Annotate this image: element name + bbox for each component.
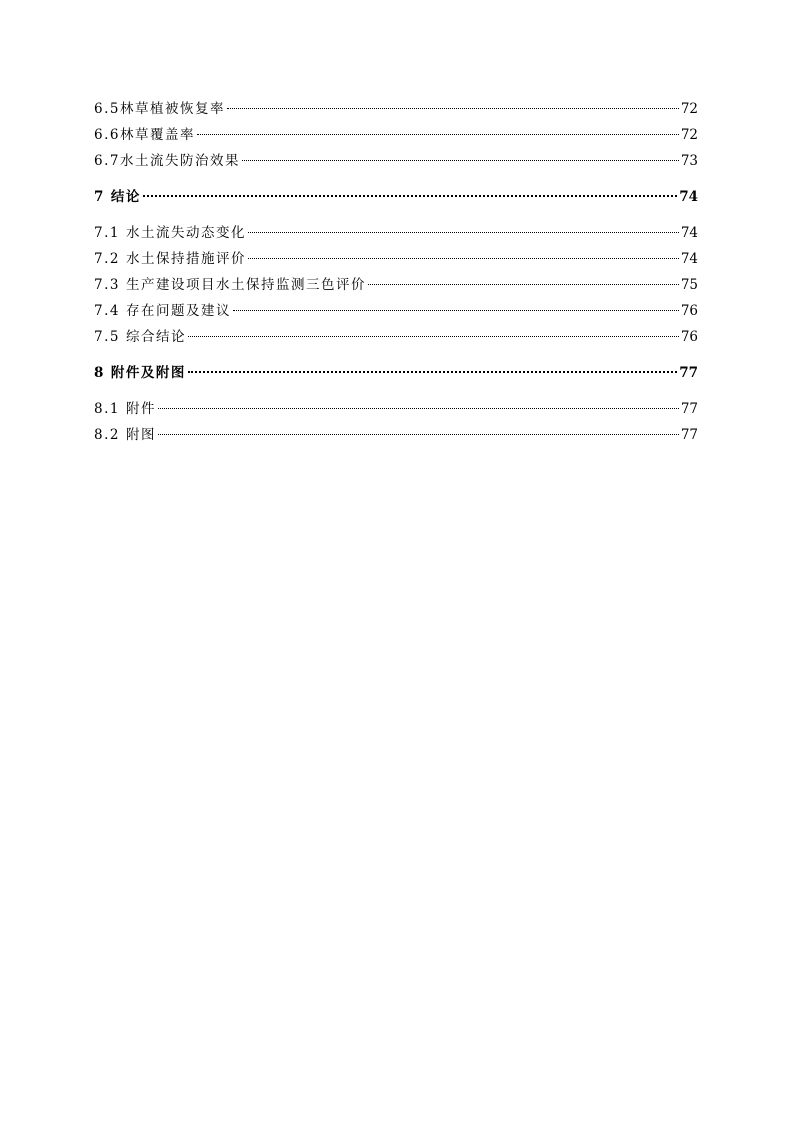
toc-entry-title: 林草植被恢复率	[119, 101, 225, 117]
dot-leader	[188, 371, 677, 373]
toc-entry-number: 7.2	[94, 251, 120, 267]
toc-entry-number: 7.1	[94, 225, 120, 241]
toc-entry-number: 7.5	[94, 329, 120, 345]
toc-entry-page: 74	[680, 225, 698, 241]
toc-entry-number: 7.3	[94, 277, 120, 293]
toc-entry-page: 73	[680, 153, 698, 169]
dot-leader	[233, 310, 679, 311]
toc-entry-title: 水土保持措施评价	[125, 251, 246, 267]
toc-chapter-number: 7	[94, 189, 105, 205]
toc-entry-number: 8.2	[94, 427, 120, 443]
toc-entry-page: 76	[680, 329, 698, 345]
toc-chapter-8[interactable]	[94, 360, 698, 386]
dot-leader	[248, 258, 679, 259]
toc-entry-7-1[interactable]	[94, 220, 698, 246]
toc-entry-7-5[interactable]	[94, 324, 698, 350]
toc-entry-page: 77	[680, 427, 698, 443]
toc-entry-number: 6.7	[94, 153, 120, 169]
toc-entry-number: 7.4	[94, 303, 120, 319]
dot-leader	[188, 336, 679, 337]
toc-entry-8-1[interactable]	[94, 396, 698, 422]
toc-entry-page: 72	[680, 127, 698, 143]
dot-leader	[227, 108, 679, 109]
toc-chapter-number: 8	[94, 365, 105, 381]
toc-entry-7-3[interactable]	[94, 272, 698, 298]
table-of-contents	[94, 96, 698, 448]
toc-entry-title: 水土流失动态变化	[125, 225, 246, 241]
toc-entry-title: 林草覆盖率	[119, 127, 195, 143]
toc-entry-number: 8.1	[94, 401, 120, 417]
dot-leader	[368, 284, 679, 285]
toc-chapter-page: 74	[679, 189, 698, 205]
dot-leader	[242, 160, 679, 161]
toc-entry-page: 75	[680, 277, 698, 293]
toc-entry-title: 附件	[125, 401, 156, 417]
dot-leader	[158, 408, 679, 409]
toc-entry-title: 附图	[125, 427, 156, 443]
toc-chapter-title: 结论	[110, 189, 141, 205]
dot-leader	[248, 232, 679, 233]
toc-entry-number: 6.5	[94, 101, 120, 117]
toc-entry-title: 存在问题及建议	[125, 303, 231, 319]
toc-chapter-title: 附件及附图	[110, 365, 186, 381]
dot-leader	[197, 134, 679, 135]
toc-entry-page: 72	[680, 101, 698, 117]
toc-entry-number: 6.6	[94, 127, 120, 143]
toc-entry-title: 综合结论	[125, 329, 186, 345]
toc-entry-title: 生产建设项目水土保持监测三色评价	[125, 277, 366, 293]
toc-entry-7-2[interactable]	[94, 246, 698, 272]
toc-entry-page: 77	[680, 401, 698, 417]
toc-entry-title: 水土流失防治效果	[119, 153, 240, 169]
toc-entry-page: 74	[680, 251, 698, 267]
dot-leader	[158, 434, 679, 435]
dot-leader	[143, 195, 677, 197]
toc-entry-6-5[interactable]	[94, 96, 698, 122]
toc-entry-6-7[interactable]	[94, 148, 698, 174]
toc-entry-6-6[interactable]	[94, 122, 698, 148]
toc-entry-7-4[interactable]	[94, 298, 698, 324]
toc-chapter-7[interactable]	[94, 184, 698, 210]
toc-entry-page: 76	[680, 303, 698, 319]
toc-chapter-page: 77	[679, 365, 698, 381]
toc-entry-8-2[interactable]	[94, 422, 698, 448]
